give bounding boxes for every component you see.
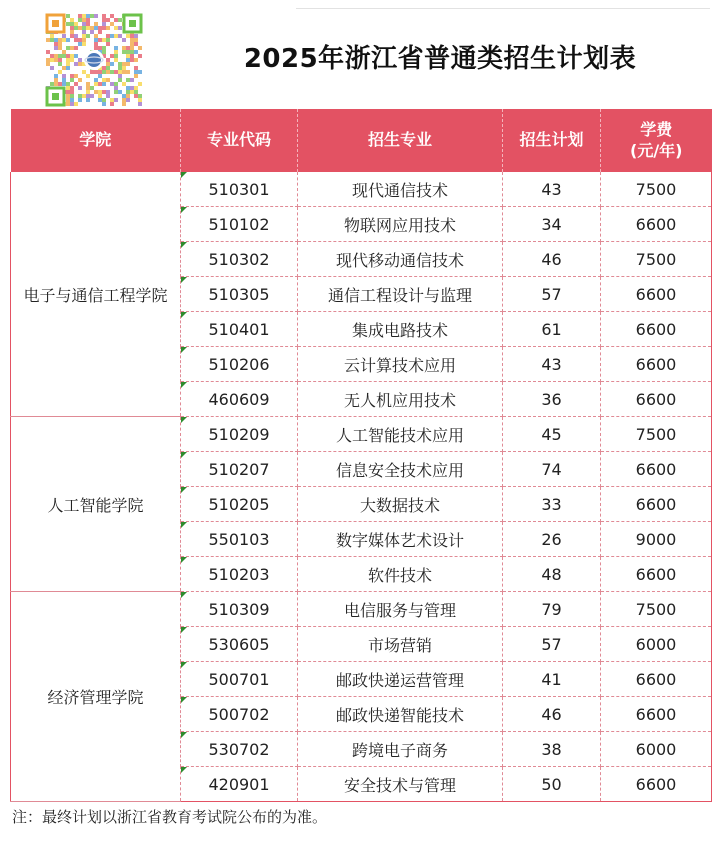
code-text: 510302 xyxy=(208,249,270,269)
code-cell xyxy=(181,312,298,347)
fee-cell xyxy=(601,487,712,522)
code-cell xyxy=(181,452,298,487)
major-cell xyxy=(298,697,503,732)
code-text: 510309 xyxy=(208,599,270,619)
code-cell xyxy=(181,592,298,627)
code-cell xyxy=(181,172,298,207)
header-plan: 招生计划 xyxy=(503,109,601,172)
fee-text: 9000 xyxy=(635,529,677,549)
fee-cell xyxy=(601,592,712,627)
fee-text: 6000 xyxy=(635,739,677,759)
fee-cell xyxy=(601,172,712,207)
table-row xyxy=(11,592,712,627)
plan-text: 41 xyxy=(541,669,562,689)
college-cell: 经济管理学院 xyxy=(11,592,181,802)
footnote: 注：最终计划以浙江省教育考试院公布的为准。 xyxy=(12,808,328,826)
plan-text: 61 xyxy=(541,319,562,339)
major-text: 无人机应用技术 xyxy=(343,390,456,410)
plan-cell xyxy=(503,662,601,697)
major-text: 大数据技术 xyxy=(359,495,440,515)
plan-text: 50 xyxy=(541,774,562,794)
header-major: 招生专业 xyxy=(298,109,503,172)
plan-cell xyxy=(503,347,601,382)
table-row xyxy=(11,172,712,207)
major-text: 数字媒体艺术设计 xyxy=(335,530,464,550)
table-row xyxy=(11,417,712,452)
fee-text: 6600 xyxy=(635,354,677,374)
plan-cell xyxy=(503,697,601,732)
plan-cell xyxy=(503,417,601,452)
code-cell xyxy=(181,522,298,557)
plan-text: 43 xyxy=(541,179,562,199)
major-cell xyxy=(298,172,503,207)
fee-cell xyxy=(601,522,712,557)
major-text: 邮政快递运营管理 xyxy=(335,670,464,690)
plan-cell xyxy=(503,277,601,312)
plan-text: 48 xyxy=(541,564,562,584)
major-cell xyxy=(298,732,503,767)
code-cell xyxy=(181,627,298,662)
code-cell xyxy=(181,417,298,452)
enrollment-plan-table xyxy=(10,109,712,802)
major-text: 跨境电子商务 xyxy=(351,740,448,760)
cell-marker-icon xyxy=(181,347,187,353)
cell-marker-icon xyxy=(181,487,187,493)
major-cell xyxy=(298,487,503,522)
code-text: 510203 xyxy=(208,564,270,584)
code-text: 510401 xyxy=(208,319,270,339)
fee-cell xyxy=(601,207,712,242)
qr-code-icon xyxy=(44,12,144,108)
major-text: 邮政快递智能技术 xyxy=(335,705,464,725)
major-cell xyxy=(298,382,503,417)
code-text: 530605 xyxy=(208,634,270,654)
code-text: 550103 xyxy=(208,529,270,549)
fee-text: 6600 xyxy=(635,319,677,339)
code-cell xyxy=(181,382,298,417)
code-cell xyxy=(181,732,298,767)
major-cell xyxy=(298,277,503,312)
major-cell xyxy=(298,347,503,382)
code-cell xyxy=(181,207,298,242)
fee-cell xyxy=(601,627,712,662)
code-cell xyxy=(181,347,298,382)
plan-cell xyxy=(503,627,601,662)
major-text: 云计算技术应用 xyxy=(343,355,456,375)
plan-text: 57 xyxy=(541,284,562,304)
code-cell xyxy=(181,487,298,522)
cell-marker-icon xyxy=(181,312,187,318)
major-text: 软件技术 xyxy=(367,565,432,585)
major-text: 市场营销 xyxy=(367,635,432,655)
header-fee-line1: 学费 xyxy=(640,119,673,139)
code-text: 510301 xyxy=(208,179,270,199)
major-cell xyxy=(298,242,503,277)
plan-cell xyxy=(503,312,601,347)
code-text: 420901 xyxy=(208,774,270,794)
fee-text: 6600 xyxy=(635,459,677,479)
major-text: 安全技术与管理 xyxy=(343,775,456,795)
code-text: 500701 xyxy=(208,669,270,689)
code-cell xyxy=(181,662,298,697)
header-code: 专业代码 xyxy=(181,109,298,172)
fee-text: 7500 xyxy=(635,599,677,619)
plan-text: 38 xyxy=(541,739,562,759)
cell-marker-icon xyxy=(181,627,187,633)
fee-text: 6600 xyxy=(635,389,677,409)
table-body xyxy=(11,172,712,802)
cell-marker-icon xyxy=(181,662,187,668)
fee-text: 7500 xyxy=(635,424,677,444)
plan-cell xyxy=(503,767,601,802)
major-cell xyxy=(298,662,503,697)
fee-cell xyxy=(601,347,712,382)
plan-text: 43 xyxy=(541,354,562,374)
code-text: 510305 xyxy=(208,284,270,304)
cell-marker-icon xyxy=(181,172,187,178)
cell-marker-icon xyxy=(181,207,187,213)
major-cell xyxy=(298,207,503,242)
major-text: 物联网应用技术 xyxy=(343,215,456,235)
major-text: 现代通信技术 xyxy=(351,180,448,200)
table-header-row xyxy=(11,109,712,172)
major-text: 现代移动通信技术 xyxy=(335,250,464,270)
plan-text: 26 xyxy=(541,529,562,549)
fee-text: 6600 xyxy=(635,564,677,584)
major-cell xyxy=(298,627,503,662)
fee-text: 7500 xyxy=(635,249,677,269)
plan-cell xyxy=(503,242,601,277)
major-text: 集成电路技术 xyxy=(351,320,448,340)
fee-cell xyxy=(601,697,712,732)
fee-text: 6600 xyxy=(635,284,677,304)
cell-marker-icon xyxy=(181,522,187,528)
fee-cell xyxy=(601,662,712,697)
fee-text: 6000 xyxy=(635,634,677,654)
fee-text: 6600 xyxy=(635,774,677,794)
header-fee-line2: (元/年) xyxy=(630,140,683,160)
major-cell xyxy=(298,767,503,802)
top-divider xyxy=(296,8,710,9)
plan-cell xyxy=(503,172,601,207)
fee-cell xyxy=(601,732,712,767)
cell-marker-icon xyxy=(181,732,187,738)
fee-cell xyxy=(601,242,712,277)
plan-text: 46 xyxy=(541,249,562,269)
fee-cell xyxy=(601,767,712,802)
code-text: 530702 xyxy=(208,739,270,759)
fee-text: 6600 xyxy=(635,704,677,724)
plan-cell xyxy=(503,592,601,627)
major-text: 通信工程设计与监理 xyxy=(327,285,472,305)
fee-text: 6600 xyxy=(635,494,677,514)
cell-marker-icon xyxy=(181,557,187,563)
code-text: 460609 xyxy=(208,389,270,409)
major-cell xyxy=(298,557,503,592)
major-text: 信息安全技术应用 xyxy=(335,460,464,480)
cell-marker-icon xyxy=(181,277,187,283)
page-title: 2025年浙江省普通类招生计划表 xyxy=(243,44,637,74)
major-text: 人工智能技术应用 xyxy=(335,425,464,445)
plan-text: 46 xyxy=(541,704,562,724)
plan-cell xyxy=(503,732,601,767)
fee-text: 6600 xyxy=(635,214,677,234)
fee-cell xyxy=(601,382,712,417)
code-cell xyxy=(181,697,298,732)
code-text: 500702 xyxy=(208,704,270,724)
fee-cell xyxy=(601,277,712,312)
major-cell xyxy=(298,417,503,452)
code-cell xyxy=(181,557,298,592)
plan-text: 34 xyxy=(541,214,562,234)
cell-marker-icon xyxy=(181,767,187,773)
plan-cell xyxy=(503,382,601,417)
cell-marker-icon xyxy=(181,417,187,423)
cell-marker-icon xyxy=(181,697,187,703)
plan-text: 79 xyxy=(541,599,562,619)
major-cell xyxy=(298,452,503,487)
header-college: 学院 xyxy=(11,109,181,172)
plan-text: 45 xyxy=(541,424,562,444)
fee-text: 7500 xyxy=(635,179,677,199)
plan-text: 36 xyxy=(541,389,562,409)
header-fee xyxy=(601,109,712,172)
fee-text: 6600 xyxy=(635,669,677,689)
plan-cell xyxy=(503,522,601,557)
major-cell xyxy=(298,592,503,627)
plan-cell xyxy=(503,487,601,522)
code-text: 510209 xyxy=(208,424,270,444)
code-text: 510102 xyxy=(208,214,270,234)
plan-cell xyxy=(503,452,601,487)
fee-cell xyxy=(601,557,712,592)
code-cell xyxy=(181,767,298,802)
cell-marker-icon xyxy=(181,382,187,388)
fee-cell xyxy=(601,452,712,487)
plan-text: 33 xyxy=(541,494,562,514)
code-text: 510207 xyxy=(208,459,270,479)
code-text: 510206 xyxy=(208,354,270,374)
plan-cell xyxy=(503,207,601,242)
code-text: 510205 xyxy=(208,494,270,514)
plan-text: 57 xyxy=(541,634,562,654)
cell-marker-icon xyxy=(181,242,187,248)
major-cell xyxy=(298,522,503,557)
plan-text: 74 xyxy=(541,459,562,479)
fee-cell xyxy=(601,312,712,347)
fee-cell xyxy=(601,417,712,452)
cell-marker-icon xyxy=(181,592,187,598)
cell-marker-icon xyxy=(181,452,187,458)
college-cell: 电子与通信工程学院 xyxy=(11,172,181,417)
college-cell: 人工智能学院 xyxy=(11,417,181,592)
major-text: 电信服务与管理 xyxy=(343,600,456,620)
major-cell xyxy=(298,312,503,347)
code-cell xyxy=(181,242,298,277)
code-cell xyxy=(181,277,298,312)
plan-cell xyxy=(503,557,601,592)
